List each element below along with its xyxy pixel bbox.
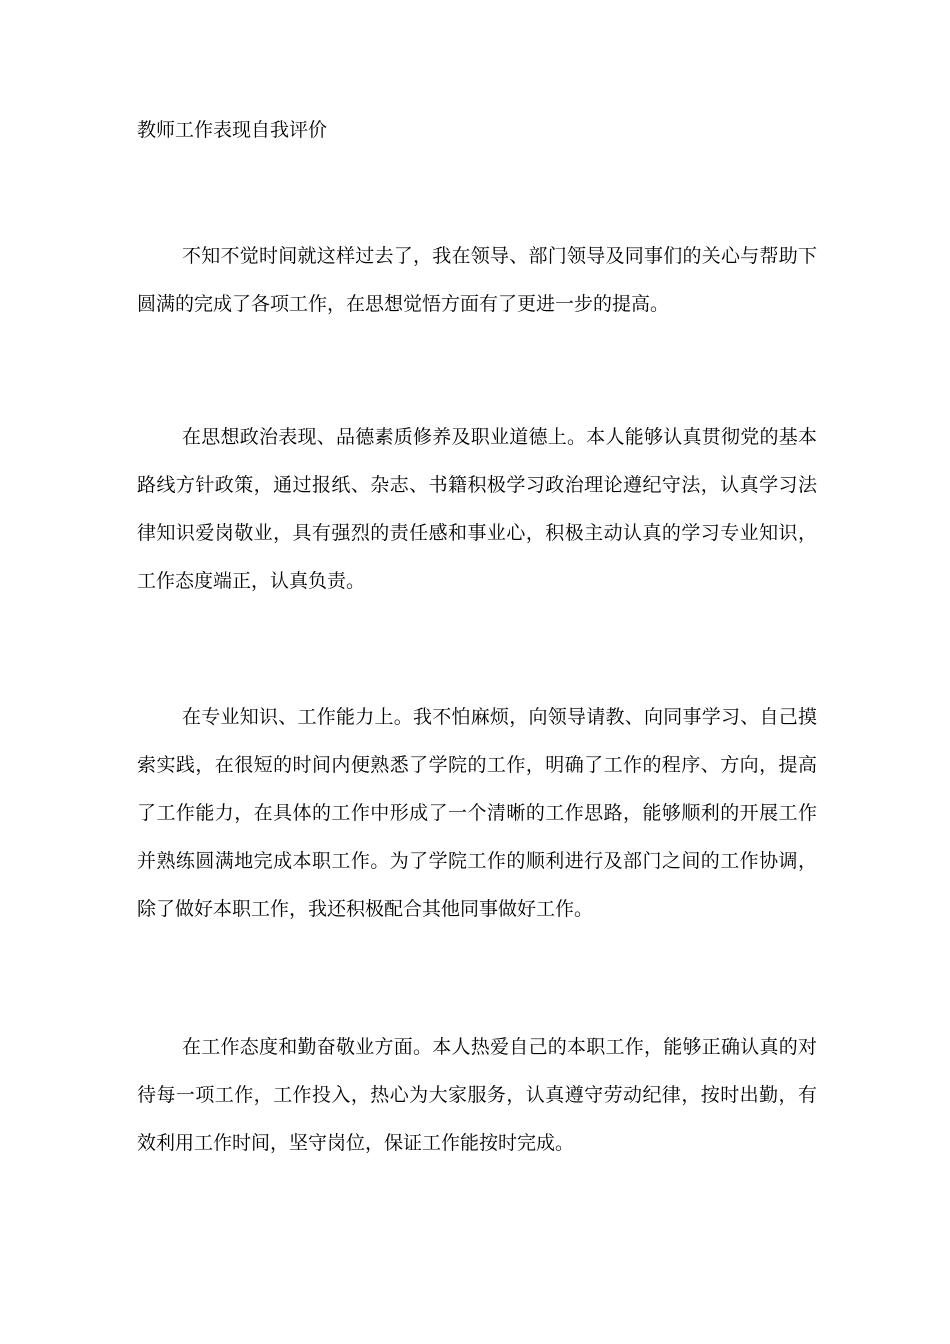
paragraph-political-conduct: 在思想政治表现、品德素质修养及职业道德上。本人能够认真贯彻党的基本路线方针政策，通过报纸、杂志、书籍积极学习政治理论遵纪守法，认真学习法律知识爱岗敬业，具有强烈的责任感和事业心，积极主动认真的学习专业知识，工作态度端正，认真负责。 xyxy=(137,426,817,592)
paragraph-intro: 不知不觉时间就这样过去了，我在领导、部门领导及同事们的关心与帮助下圆满的完成了各项工作，在思想觉悟方面有了更进一步的提高。 xyxy=(137,245,817,315)
paragraph-professional-ability: 在专业知识、工作能力上。我不怕麻烦，向领导请教、向同事学习、自己摸索实践，在很短的时间内便熟悉了学院的工作，明确了工作的程序、方向，提高了工作能力，在具体的工作中形成了一个清晰的工作思路，能够顺利的开展工作并熟练圆满地完成本职工作。为了学院工作的顺利进行及部门之间的工作协调，除了做好本职工作，我还积极配合其他同事做好工作。 xyxy=(137,706,817,920)
document-title: 教师工作表现自我评价 xyxy=(137,119,328,141)
paragraph-work-attitude: 在工作态度和勤奋敬业方面。本人热爱自己的本职工作，能够正确认真的对待每一项工作，工作投入，热心为大家服务，认真遵守劳动纪律，按时出勤，有效利用工作时间，坚守岗位，保证工作能按时完成。 xyxy=(137,1036,817,1154)
